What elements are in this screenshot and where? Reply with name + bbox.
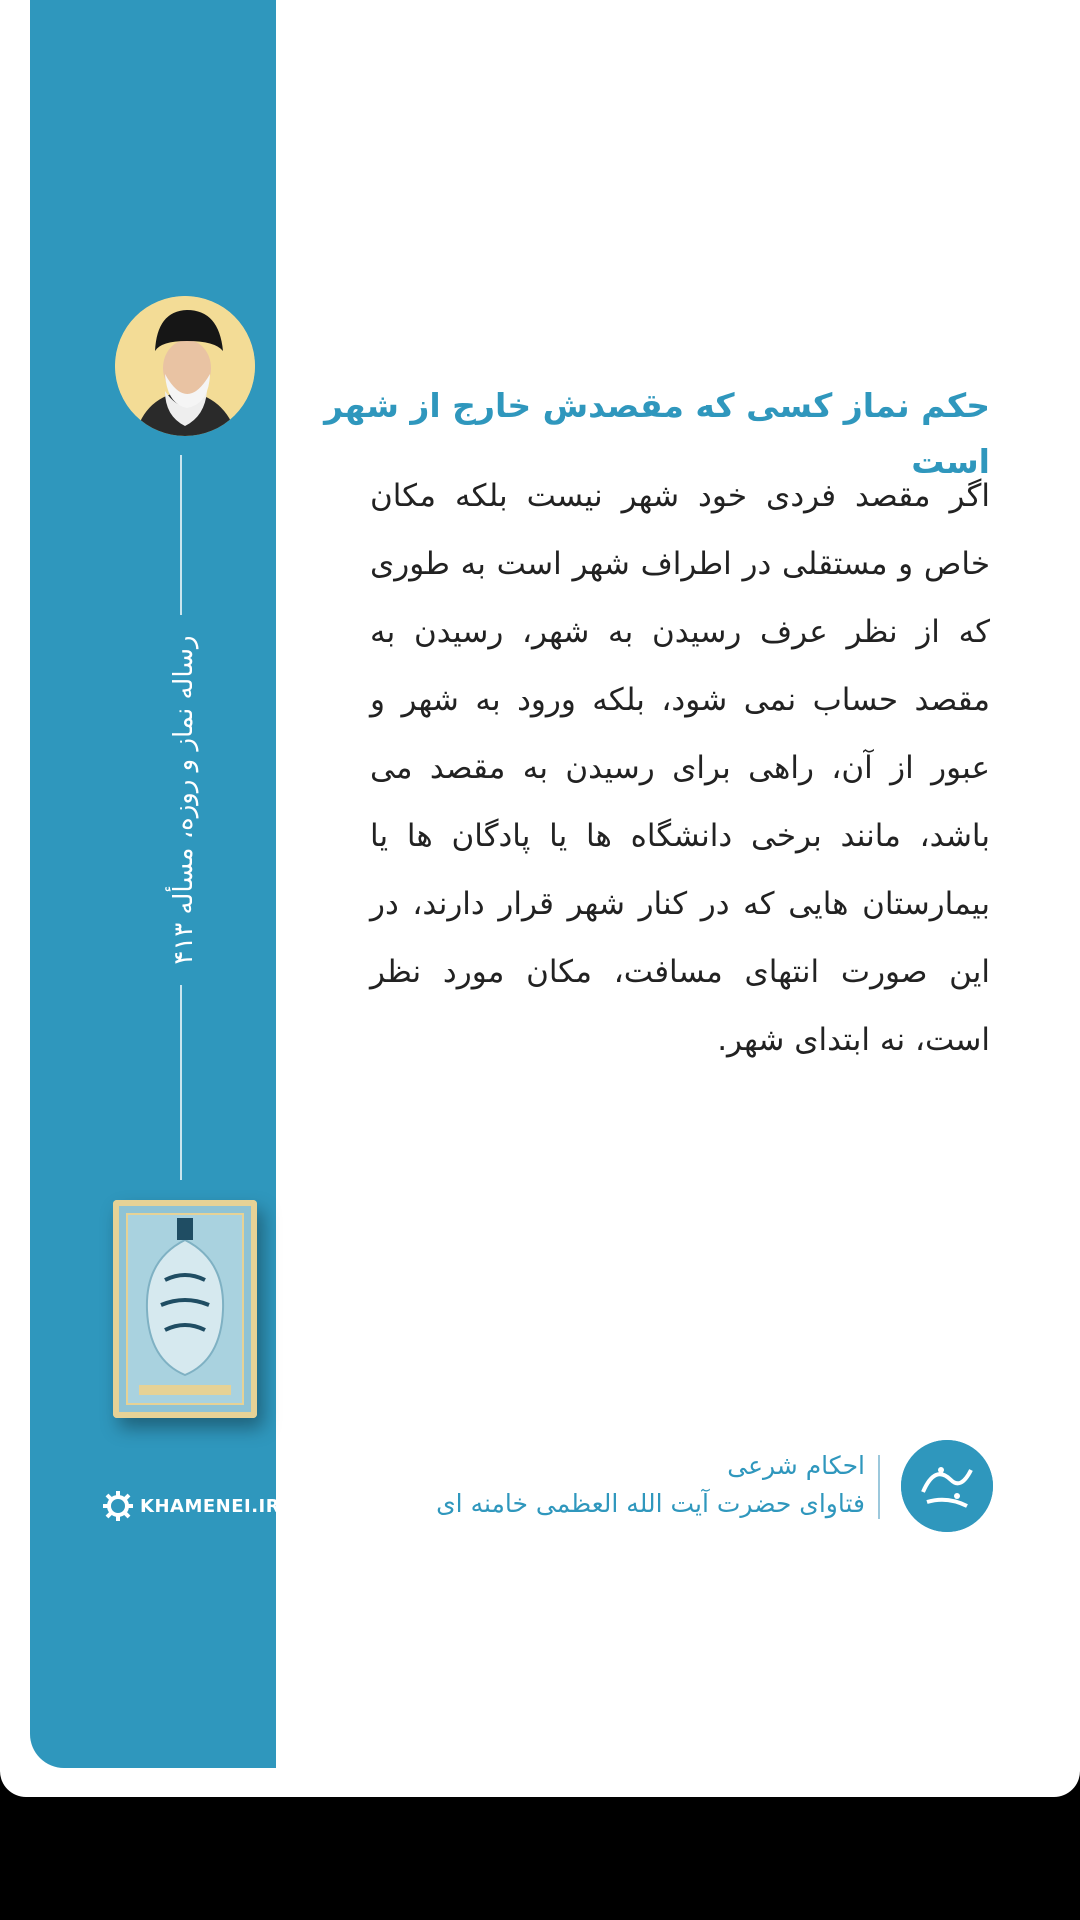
footer-divider [878, 1455, 880, 1519]
divider-line-bottom [180, 985, 182, 1180]
portrait-image [115, 296, 255, 436]
emblem-logo [901, 1440, 993, 1532]
sidebar [30, 0, 281, 1768]
vertical-caption: رساله نماز و روزه، مسأله ۴۱۳ [169, 635, 199, 965]
article-title: حکم نماز کسی که مقصدش خارج از شهر است [324, 386, 990, 481]
footer-line-1: احکام شرعی [727, 1451, 865, 1480]
footer-caption [345, 1447, 865, 1523]
gear-icon [102, 1490, 134, 1522]
site-logo [102, 1486, 282, 1526]
article-body: اگر مقصد فردی خود شهر نیست بلکه مکان خاص و مستقلی در اطراف شهر است به طوری که از نظر عرف رسیدن به شهر، رسیدن به مقصد حساب نمی شود، بلکه ورود به شهر و عبور از آن، راهی برای رسیدن به مقصد می باشد، مانند برخی دانشگاه ها یا پادگان ها یا بیمارستان هایی که در کنار شهر قرار دارند، در این صورت انتهای مسافت، مکان مورد نظر است، نه ابتدای شهر. [370, 478, 990, 1058]
footer-line-2: فتاوای حضرت آیت الله العظمی خامنه ای [436, 1489, 865, 1518]
divider-line-top [180, 455, 182, 615]
site-logo-text: KHAMENEI.IR [140, 1495, 281, 1517]
book-cover-image [113, 1200, 257, 1418]
portrait-avatar [115, 296, 255, 436]
